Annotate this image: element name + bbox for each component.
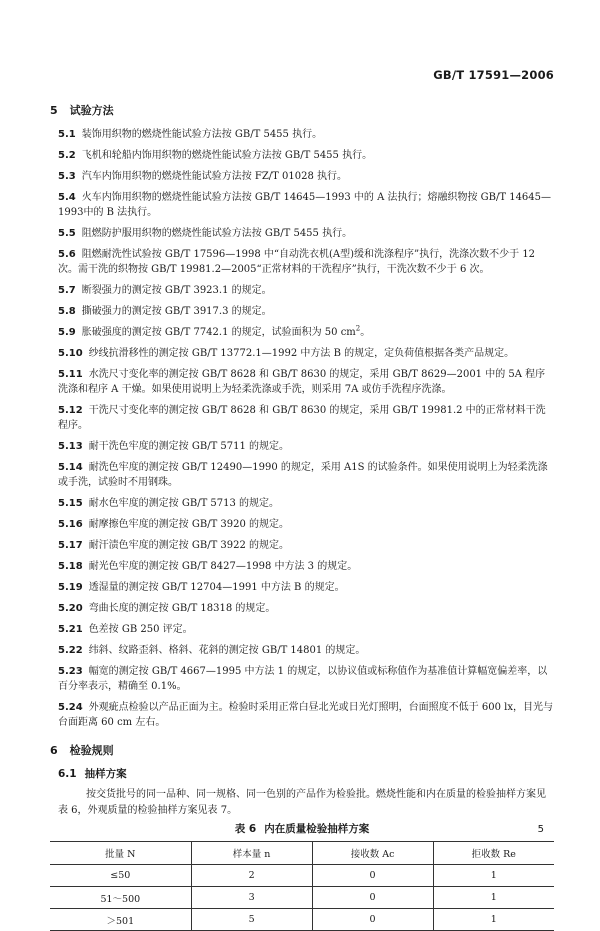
table-cell: 1 [433, 909, 554, 931]
clause [50, 538, 554, 553]
clause-text: 阻燃耐洗性试验按 GB/T 17596—1998 中“自动洗衣机(A型)缓和洗涤程序”执行，洗涤次数不少于 12 次。需干洗的织物按 GB/T 19981.2—2005“正常材料的干洗程序”执行，干洗次数不少于 6 次。 [58, 249, 536, 275]
clause-number: 5.14 [58, 462, 83, 473]
clause-text: 汽车内饰用织物的燃烧性能试验方法按 FZ/T 01028 执行。 [81, 171, 347, 182]
clause-number: 5.19 [58, 582, 83, 593]
clause-number: 5.20 [58, 603, 83, 614]
clause [50, 127, 554, 142]
clause-number: 5.13 [58, 441, 83, 452]
clause-number: 5.6 [58, 249, 76, 260]
clause-text: 耐水色牢度的测定按 GB/T 5713 的规定。 [88, 498, 280, 509]
table-cell: 51～500 [50, 887, 191, 909]
clause-number: 5.24 [58, 702, 83, 713]
clause-number: 5.7 [58, 285, 76, 296]
clause-text: 透湿量的测定按 GB/T 12704—1991 中方法 B 的规定。 [88, 582, 345, 593]
sampling-paragraph: 按交货批号的同一品种、同一规格、同一色别的产品作为检验批。燃烧性能和内在质量的检验抽样方案见表 6，外观质量的检验抽样方案见表 7。 [58, 789, 546, 816]
table-title: 内在质量检验抽样方案 [264, 823, 370, 835]
clause [50, 226, 554, 241]
clause-text-tail: 。 [360, 327, 371, 338]
clause [50, 580, 554, 595]
subsection-title: 抽样方案 [84, 768, 127, 780]
clause-text: 飞机和轮船内饰用织物的燃烧性能试验方法按 GB/T 5455 执行。 [81, 150, 373, 161]
section-6-heading [50, 742, 554, 760]
subsection-6-1-heading [50, 767, 554, 782]
table-row [50, 887, 554, 909]
clause-number: 5.21 [58, 624, 83, 635]
clause-text: 耐干洗色牢度的测定按 GB/T 5711 的规定。 [88, 441, 290, 452]
standard-code: GB/T 17591—2006 [433, 68, 554, 82]
clause-number: 5.10 [58, 348, 83, 359]
clause-number: 5.9 [58, 327, 76, 338]
clause-number: 5.12 [58, 405, 83, 416]
table-cell: 0 [312, 865, 433, 887]
clause [50, 304, 554, 319]
clause [50, 559, 554, 574]
clause-number: 5.11 [58, 369, 83, 380]
clause [50, 367, 554, 397]
clause-number: 5.8 [58, 306, 76, 317]
table-cell: 0 [312, 887, 433, 909]
table-cell: 5 [191, 909, 312, 931]
section-title: 试验方法 [69, 104, 114, 117]
clause-text: 胀破强度的测定按 GB/T 7742.1 的规定，试验面积为 50 cm [81, 327, 356, 338]
header-cell: 接收数 Ac [312, 842, 433, 865]
clause [50, 148, 554, 163]
clause [50, 622, 554, 637]
table-cell: 1 [433, 865, 554, 887]
section-number: 5 [50, 104, 58, 117]
table-row [50, 865, 554, 887]
clause-text: 耐光色牢度的测定按 GB/T 8427—1998 中方法 3 的规定。 [88, 561, 358, 572]
clause-number: 5.17 [58, 540, 83, 551]
header-cell: 样本量 n [191, 842, 312, 865]
clause-number: 5.23 [58, 666, 83, 677]
clause-text: 装饰用织物的燃烧性能试验方法按 GB/T 5455 执行。 [81, 129, 323, 140]
subsection-number: 6.1 [58, 768, 77, 780]
clause [50, 700, 554, 730]
table-cell: 1 [433, 887, 554, 909]
clause [50, 664, 554, 694]
clause [50, 283, 554, 298]
clause-text: 火车内饰用织物的燃烧性能试验方法按 GB/T 14645—1993 中的 A 法执行；熔融织物按 GB/T 14645—1993中的 B 法执行。 [58, 192, 552, 218]
clause [50, 643, 554, 658]
clause-number: 5.2 [58, 150, 76, 161]
clause-text: 耐洗色牢度的测定按 GB/T 12490—1990 的规定，采用 A1S 的试验条件。如果使用说明上为轻柔洗涤或手洗，试验时不用钢珠。 [58, 462, 548, 488]
clause-number: 5.18 [58, 561, 83, 572]
clause [50, 601, 554, 616]
clause-number: 5.15 [58, 498, 83, 509]
clause [50, 403, 554, 433]
clause-text: 撕破强力的测定按 GB/T 3917.3 的规定。 [81, 306, 272, 317]
clause-text: 耐汗渍色牢度的测定按 GB/T 3922 的规定。 [88, 540, 290, 551]
section-number: 6 [50, 744, 58, 757]
clause [50, 517, 554, 532]
clause [50, 346, 554, 361]
clause [50, 460, 554, 490]
table-caption [50, 821, 554, 836]
page-number: 5 [537, 824, 544, 835]
clause-number: 5.5 [58, 228, 76, 239]
clause-text: 色差按 GB 250 评定。 [88, 624, 193, 635]
table-cell: ＞501 [50, 909, 191, 931]
clause [50, 247, 554, 277]
sampling-table [50, 841, 554, 931]
clause [50, 190, 554, 220]
clause-number: 5.1 [58, 129, 76, 140]
clause-number: 5.3 [58, 171, 76, 182]
clause [50, 169, 554, 184]
clause [50, 325, 554, 340]
clause-text: 外观疵点检验以产品正面为主。检验时采用正常白昼北光或日光灯照明，台面照度不低于 600 lx，目光与台面距离 60 cm 左右。 [58, 702, 553, 728]
table-row [50, 909, 554, 931]
section-title: 检验规则 [69, 744, 114, 757]
clause-number: 5.22 [58, 645, 83, 656]
header-cell: 拒收数 Re [433, 842, 554, 865]
clause-text: 阻燃防护服用织物的燃烧性能试验方法按 GB/T 5455 执行。 [81, 228, 353, 239]
clause-text: 纱线抗滑移性的测定按 GB/T 13772.1—1992 中方法 B 的规定，定负荷值根据各类产品规定。 [88, 348, 515, 359]
superscript: 2 [355, 324, 361, 333]
clause-number: 5.16 [58, 519, 83, 530]
document-body [50, 102, 554, 931]
clause-text: 断裂强力的测定按 GB/T 3923.1 的规定。 [81, 285, 272, 296]
section-5-heading [50, 102, 554, 120]
clause-list [50, 127, 554, 730]
table-cell: 0 [312, 909, 433, 931]
table-cell: ≤50 [50, 865, 191, 887]
clause-text: 纬斜、纹路歪斜、格斜、花斜的测定按 GB/T 14801 的规定。 [88, 645, 366, 656]
table-cell: 3 [191, 887, 312, 909]
table-header-row [50, 842, 554, 865]
table-number: 表 6 [234, 823, 257, 835]
clause [50, 439, 554, 454]
clause-text: 耐摩擦色牢度的测定按 GB/T 3920 的规定。 [88, 519, 290, 530]
clause-text: 水洗尺寸变化率的测定按 GB/T 8628 和 GB/T 8630 的规定，采用 GB/T 8629—2001 中的 5A 程序洗涤和程序 A 干燥。如果使用说明上为轻柔洗涤或手洗，则采用 7A 或仿手洗程序洗涤。 [58, 369, 546, 395]
clause-number: 5.4 [58, 192, 76, 203]
clause-text: 弯曲长度的测定按 GB/T 18318 的规定。 [88, 603, 276, 614]
clause-text: 幅宽的测定按 GB/T 4667—1995 中方法 1 的规定，以协议值或标称值作为基准值计算幅宽偏差率，以百分率表示，精确至 0.1%。 [58, 666, 548, 692]
header-cell: 批量 N [50, 842, 191, 865]
table-cell: 2 [191, 865, 312, 887]
clause-text: 干洗尺寸变化率的测定按 GB/T 8628 和 GB/T 8630 的规定，采用 GB/T 19981.2 中的正常材料干洗程序。 [58, 405, 546, 431]
clause [50, 496, 554, 511]
